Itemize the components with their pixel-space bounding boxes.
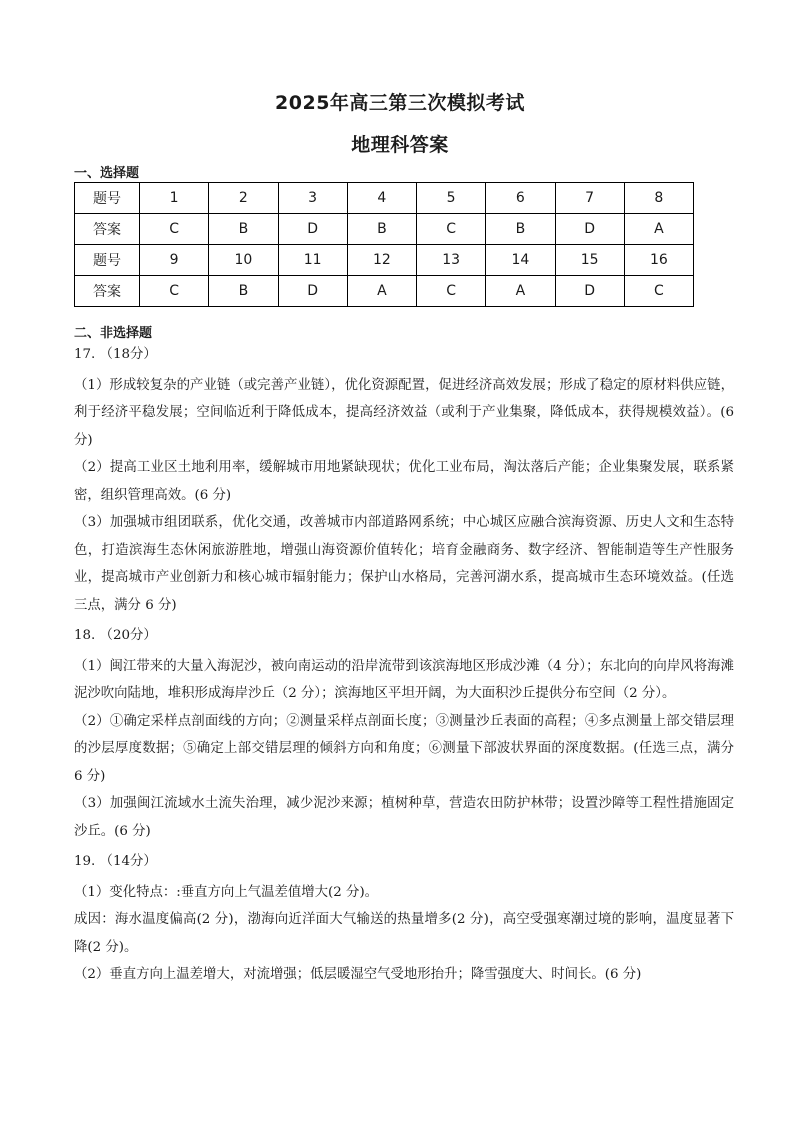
- table-cell: 6: [486, 183, 555, 214]
- table-cell: C: [140, 214, 209, 245]
- table-cell: B: [486, 214, 555, 245]
- table-cell: 15: [555, 245, 624, 276]
- question-18-part-3: （3）加强闽江流域水土流失治理，减少泥沙来源；植树种草，营造农田防护林带；设置沙障等工程性措施固定沙丘。(6 分): [74, 796, 734, 839]
- question-19-header: 19. （14分）: [74, 854, 157, 869]
- table-cell: 题号: [75, 245, 140, 276]
- table-cell: 1: [140, 183, 209, 214]
- table-cell: A: [624, 214, 693, 245]
- section-heading-nonchoice: 二、非选择题: [74, 326, 153, 341]
- choice-answer-table: [74, 182, 694, 307]
- question-19-part-2: （2）垂直方向上温差增大，对流增强；低层暖湿空气受地形抬升；降雪强度大、时间长。(6 分): [74, 967, 642, 982]
- table-cell: C: [417, 214, 486, 245]
- table-cell: D: [555, 276, 624, 307]
- question-17-part-3: （3）加强城市组团联系，优化交通，改善城市内部道路网系统；中心城区应融合滨海资源、历史人文和生态特色，打造滨海生态休闲旅游胜地，增强山海资源价值转化；培育金融商务、数字经济、智能制造等生产性服务业，提高城市产业创新力和核心城市辐射能力；保护山水格局，完善河湖水系，提高城市生态环境效益。(任选三点，满分 6 分): [74, 515, 734, 613]
- table-cell: D: [555, 214, 624, 245]
- table-cell: 12: [347, 245, 416, 276]
- question-17-part-1: （1）形成较复杂的产业链（或完善产业链），优化资源配置，促进经济高效发展；形成了稳定的原材料供应链，利于经济平稳发展；空间临近利于降低成本，提高经济效益（或利于产业集聚，降低成本，获得规模效益）。(6 分): [74, 377, 734, 448]
- table-cell: 5: [417, 183, 486, 214]
- table-cell: 7: [555, 183, 624, 214]
- answer-body: [74, 341, 734, 989]
- table-cell: A: [486, 276, 555, 307]
- table-cell: B: [209, 276, 278, 307]
- table-row: [75, 183, 694, 214]
- table-row: [75, 245, 694, 276]
- table-cell: B: [347, 214, 416, 245]
- table-cell: D: [278, 214, 347, 245]
- table-row: [75, 276, 694, 307]
- page-title: 2025年高三第三次模拟考试: [275, 92, 525, 114]
- table-cell: B: [209, 214, 278, 245]
- table-cell: 14: [486, 245, 555, 276]
- table-cell: 4: [347, 183, 416, 214]
- table-cell: 答案: [75, 214, 140, 245]
- question-19-part-1: （1）变化特点：:垂直方向上气温差值增大(2 分)。: [74, 884, 379, 900]
- table-cell: 11: [278, 245, 347, 276]
- question-17-part-2: （2）提高工业区土地利用率，缓解城市用地紧缺现状；优化工业布局，淘汰落后产能；企业集聚发展，联系紧密，组织管理高效。(6 分): [74, 460, 734, 503]
- question-18-header: 18. （20分）: [74, 628, 157, 643]
- section-heading-choice: 一、选择题: [74, 166, 140, 181]
- question-17-header: 17. （18分）: [74, 347, 157, 362]
- question-18-part-1: （1）闽江带来的大量入海泥沙，被向南运动的沿岸流带到该滨海地区形成沙滩（4 分）；东北向的向岸风将海滩泥沙吹向陆地，堆积形成海岸沙丘（2 分）；滨海地区平坦开阔，为大面积沙丘提供分布空间（2 分）。: [74, 658, 734, 701]
- table-cell: 3: [278, 183, 347, 214]
- table-row: [75, 214, 694, 245]
- table-cell: D: [278, 276, 347, 307]
- question-19-cause: 成因：海水温度偏高(2 分)，渤海向近洋面大气输送的热量增多(2 分)，高空受强寒潮过境的影响，温度显著下降(2 分)。: [74, 912, 734, 955]
- table-cell: C: [417, 276, 486, 307]
- table-cell: 16: [624, 245, 693, 276]
- question-18-part-2: （2）①确定采样点剖面线的方向；②测量采样点剖面长度；③测量沙丘表面的高程；④多点测量上部交错层理的沙层厚度数据；⑤确定上部交错层理的倾斜方向和角度；⑥测量下部波状界面的深度数据。(任选三点，满分 6 分): [74, 713, 734, 784]
- table-cell: 13: [417, 245, 486, 276]
- table-cell: C: [140, 276, 209, 307]
- table-cell: C: [624, 276, 693, 307]
- table-cell: 10: [209, 245, 278, 276]
- table-cell: 8: [624, 183, 693, 214]
- page-subtitle: 地理科答案: [351, 134, 449, 156]
- table-cell: A: [347, 276, 416, 307]
- table-cell: 题号: [75, 183, 140, 214]
- table-cell: 9: [140, 245, 209, 276]
- table-cell: 2: [209, 183, 278, 214]
- table-cell: 答案: [75, 276, 140, 307]
